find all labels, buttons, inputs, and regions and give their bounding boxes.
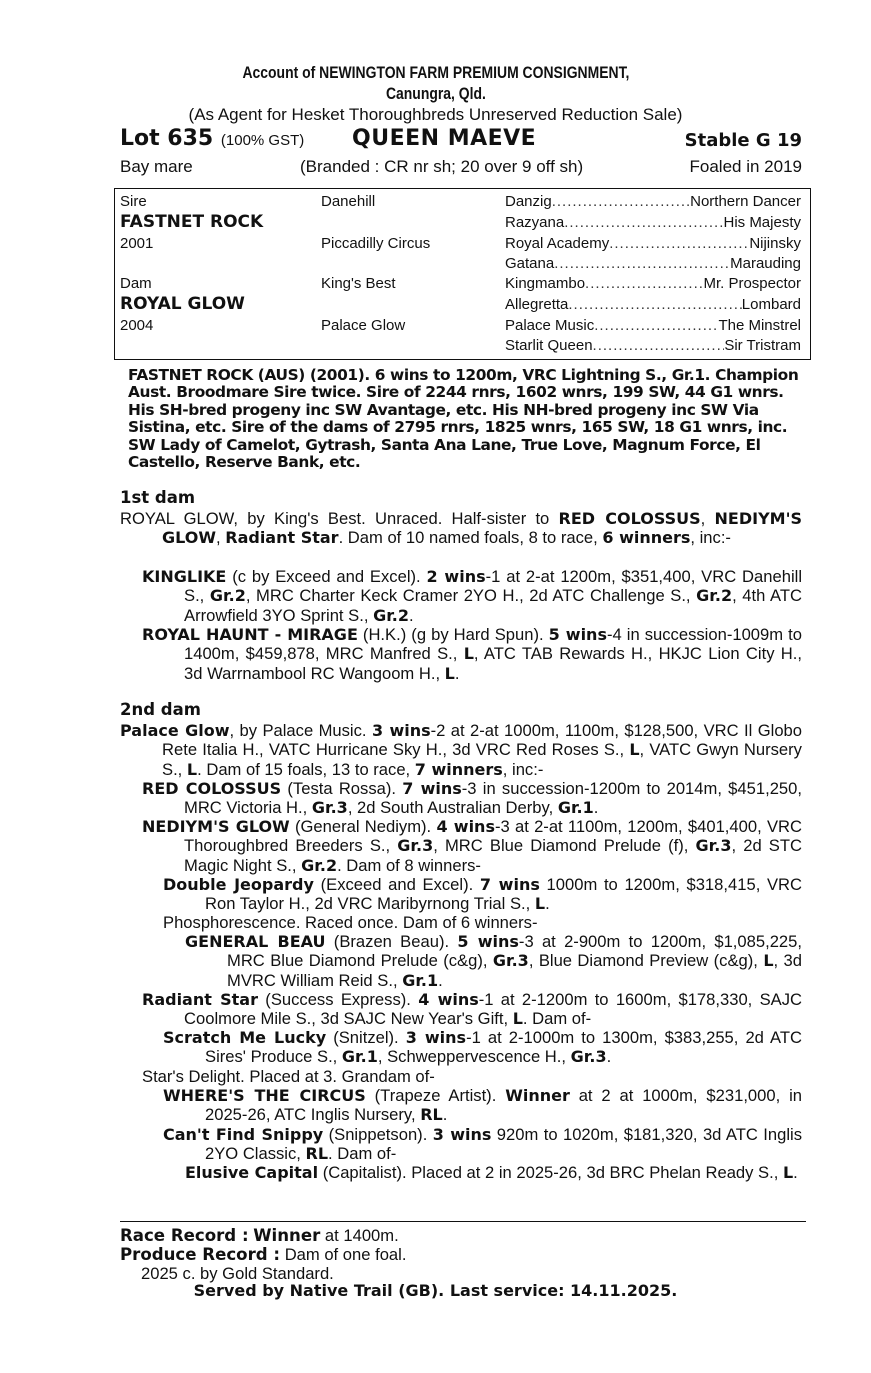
dam-year: 2004 bbox=[120, 317, 154, 334]
sire-dam: Piccadilly Circus bbox=[321, 235, 431, 252]
dam-dam: Palace Glow bbox=[321, 317, 406, 334]
sire-sire: Danehill bbox=[321, 193, 376, 210]
dam-sire: King's Best bbox=[321, 275, 396, 292]
sire-name: FASTNET ROCK bbox=[120, 212, 264, 232]
pedigree-table bbox=[114, 188, 811, 360]
ancestor-row: Starlit Queen ..... Sir Tristram bbox=[505, 337, 801, 354]
produce-foal: 2025 c. by Gold Standard. bbox=[141, 1264, 334, 1283]
ancestor-row: Danzig ..... Northern Dancer bbox=[505, 193, 801, 210]
ancestor-row: Allegretta ..... Lombard bbox=[505, 296, 801, 313]
progeny-entry: Phosphorescence. Raced once. Dam of 6 winners- bbox=[163, 913, 538, 932]
progeny-entry: Elusive Capital (Capitalist). Placed at 2 in 2025-26, 3d BRC Phelan Ready S., L. bbox=[185, 1163, 798, 1182]
dam-name: ROYAL GLOW bbox=[120, 294, 245, 314]
foaled-year: Foaled in 2019 bbox=[689, 157, 802, 176]
stable-location: Stable G 19 bbox=[684, 130, 802, 151]
ancestor-row: Gatana ..... Marauding bbox=[505, 255, 801, 272]
progeny-entry: WHERE'S THE CIRCUS (Trapeze Artist). Winner at 2 at 1000m, $231,000, in 2025-26, ATC Inglis Nursery, RL. bbox=[163, 1086, 802, 1125]
records-section bbox=[120, 1221, 806, 1283]
consignor-header bbox=[0, 62, 871, 125]
progeny-entry: KINGLIKE (c by Exceed and Excel). 2 wins-1 at 2-at 1200m, $351,400, VRC Danehill S., Gr.2, MRC Charter Keck Cramer 2YO H., 2d ATC Challenge S., Gr.2, 4th ATC Arrowfield 3YO Sprint S., Gr.2. bbox=[142, 567, 803, 625]
progeny-entry: Star's Delight. Placed at 3. Grandam of- bbox=[142, 1067, 435, 1086]
agent-note: (As Agent for Hesket Thoroughbreds Unreserved Reduction Sale) bbox=[188, 105, 683, 124]
sire-year: 2001 bbox=[120, 235, 154, 252]
progeny-entry: Radiant Star (Success Express). 4 wins-1 at 2-1200m to 1600m, $178,330, SAJC Coolmore Mile S., 3d SAJC New Year's Gift, L. Dam of- bbox=[142, 990, 802, 1029]
horse-name: QUEEN MAEVE bbox=[352, 126, 537, 151]
first-dam-heading: 1st dam bbox=[120, 488, 196, 507]
second-dam-entry: Palace Glow, by Palace Music. 3 wins-2 at 2-at 1000m, 1100m, $128,500, VRC Il Globo Rete Italia H., VATC Hurricane Sky H., 3d VRC Red Roses S., L, VATC Gwyn Nursery S., L. Dam of 15 foals, 13 to race, 7 winners, inc:- bbox=[120, 721, 803, 779]
served-note: Served by Native Trail (GB). Last service: 14.11.2025. bbox=[193, 1281, 678, 1300]
sire-label: Sire bbox=[120, 193, 147, 210]
horse-sex: Bay mare bbox=[120, 157, 193, 176]
progeny-entry: RED COLOSSUS (Testa Rossa). 7 wins-3 in succession-1200m to 2014m, $451,250, MRC Victoria H., Gr.3, 2d South Australian Derby, Gr.1. bbox=[142, 779, 802, 818]
dam-label: Dam bbox=[120, 275, 152, 292]
ancestor-row: Kingmambo ..... Mr. Prospector bbox=[505, 275, 801, 292]
produce-record: Produce Record : Dam of one foal. bbox=[120, 1245, 407, 1264]
ancestor-row: Razyana ..... His Majesty bbox=[505, 214, 801, 231]
consignor-account: Account of NEWINGTON FARM PREMIUM CONSIGNMENT, bbox=[242, 63, 629, 82]
horse-brand: (Branded : CR nr sh; 20 over 9 off sh) bbox=[300, 157, 584, 176]
ancestor-row: Palace Music ..... The Minstrel bbox=[505, 317, 801, 334]
second-dam-heading: 2nd dam bbox=[120, 700, 201, 719]
consignor-location: Canungra, Qld. bbox=[385, 84, 486, 103]
progeny-entry: GENERAL BEAU (Brazen Beau). 5 wins-3 at 2-900m to 1200m, $1,085,225, MRC Blue Diamond Prelude (c&g), Gr.3, Blue Diamond Preview (c&g), L, 3d MVRC William Reid S., Gr.1. bbox=[185, 932, 803, 990]
ancestor-row: Royal Academy ..... Nijinsky bbox=[505, 235, 801, 252]
sire-summary: FASTNET ROCK (AUS) (2001). 6 wins to 1200m, VRC Lightning S., Gr.1. Champion Aust. Broodmare Sire twice. Sire of 2244 rnrs, 1602 wnrs, 199 SW, 44 G1 wnrs. His SH-bred progeny inc SW Avantage, etc. His NH-bred progeny inc SW Via Sistina, etc. Sire of the dams of 2795 rnrs, 1825 wnrs, 165 SW, 18 G1 wnrs, inc. SW Lady of Camelot, Gytrash, Santa Ana Lane, True Love, Magnum Force, El Castello, Reserve Bank, etc. bbox=[128, 366, 799, 472]
lot-title-row bbox=[120, 126, 802, 156]
race-record: Race Record : Winner at 1400m. bbox=[120, 1226, 399, 1245]
progeny-entry: Scratch Me Lucky (Snitzel). 3 wins-1 at 2-1000m to 1300m, $383,255, 2d ATC Sires' Produce S., Gr.1, Schweppervescence H., Gr.3. bbox=[163, 1028, 802, 1067]
progeny-entry: NEDIYM'S GLOW (General Nediym). 4 wins-3 at 2-at 1100m, 1200m, $401,400, VRC Thoroughbred Breeders S., Gr.3, MRC Blue Diamond Prelude (f), Gr.3, 2d STC Magic Night S., Gr.2. Dam of 8 winners- bbox=[142, 817, 803, 875]
lot-number: Lot 635 (100% GST) bbox=[120, 126, 305, 151]
gst-note: (100% GST) bbox=[220, 132, 305, 149]
progeny-entry: ROYAL HAUNT - MIRAGE (H.K.) (g by Hard Spun). 5 wins-4 in succession-1009m to 1400m, $459,878, MRC Manfred S., L, ATC TAB Rewards H., HKJC Lion City H., 3d Warrnambool RC Wangoom H., L. bbox=[142, 625, 803, 683]
progeny-entry: Can't Find Snippy (Snippetson). 3 wins 920m to 1020m, $181,320, 3d ATC Inglis 2YO Classic, RL. Dam of- bbox=[163, 1125, 802, 1164]
first-dam-entry: ROYAL GLOW, by King's Best. Unraced. Half-sister to RED COLOSSUS, NEDIYM'S GLOW, Radiant Star. Dam of 10 named foals, 8 to race, 6 winners, inc:- bbox=[120, 509, 802, 548]
progeny-entry: Double Jeopardy (Exceed and Excel). 7 wins 1000m to 1200m, $318,415, VRC Ron Taylor H., 2d VRC Maribyrnong Trial S., L. bbox=[163, 875, 803, 914]
